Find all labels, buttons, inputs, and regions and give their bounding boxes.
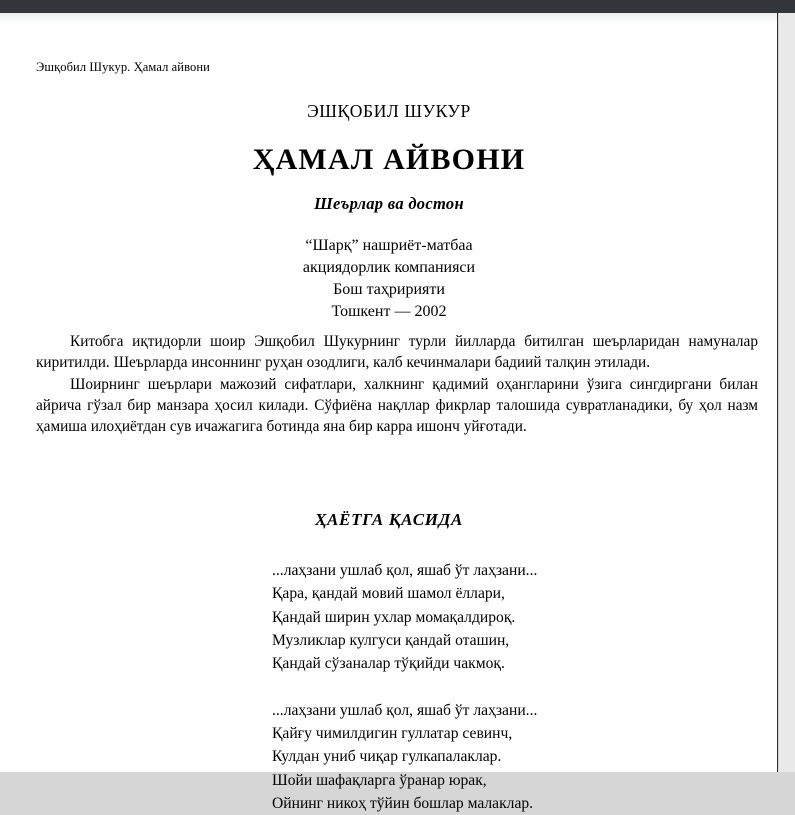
publisher-imprint-block <box>36 235 742 323</box>
poem-stanza <box>36 559 742 676</box>
author-name: ЭШҚОБИЛ ШУКУР <box>307 101 471 121</box>
annotation-paragraph-2: Шоирнинг шеърлари мажозий сифатлари, халкнинг қадимий оҳангларини ўзига сингдиргани билан айрича гўзал бир манзара ҳосил килади. Сўфиёна нақллар фикрлар талошида сувратланадики, бу ҳол назм ҳамиша илоҳиётдан сув ичажагига ботинда яна бир карра ишонч уйғотади. <box>36 375 758 435</box>
verse-line: Шойи шафақларга ўранар юрак, <box>272 771 487 789</box>
document-page <box>0 13 778 812</box>
poem-stanza <box>36 699 742 815</box>
annotation-text <box>36 331 758 437</box>
verse-line: Ойнинг никоҳ тўйин бошлар малаклар. <box>272 794 534 812</box>
imprint-line-city-year: Тошкент — 2002 <box>331 303 447 321</box>
imprint-line-company: акциядорлик компанияси <box>302 259 476 277</box>
verse-line: Қайғу чимилдигин гуллатар севинч, <box>272 724 513 742</box>
book-subtitle: Шеърлар ва достон <box>314 194 464 213</box>
verse-line: Қандай сўзаналар тўқийди чакмоқ. <box>272 655 505 673</box>
poem-section <box>36 510 742 815</box>
verse-line: Қандай ширин ухлар момақалдироқ. <box>272 608 516 626</box>
verse-line: Кулдан униб чиқар гулкапалаклар. <box>272 748 502 766</box>
verse-line: Музликлар кулгуси қандай оташин, <box>272 631 510 649</box>
imprint-line-publisher: “Шарқ” нашриёт-матбаа <box>305 237 473 254</box>
page-top-shading <box>0 13 777 23</box>
verse-line: ...лаҳзани ушлаб қол, яшаб ўт лаҳзани... <box>272 701 538 719</box>
imprint-line-editorial: Бош таҳририяти <box>333 281 445 299</box>
book-title: ҲАМАЛ АЙВОНИ <box>252 143 526 176</box>
page-right-gutter <box>779 13 795 772</box>
viewer-top-chrome-bar <box>0 0 795 13</box>
poem-title: ҲАЁТГА ҚАСИДА <box>314 510 464 529</box>
verse-line: Қара, қандай мовий шамол ёллари, <box>272 585 505 603</box>
verse-line: ...лаҳзани ушлаб қол, яшаб ўт лаҳзани... <box>272 562 538 579</box>
running-head: Эшқобил Шукур. Ҳамал айвони <box>36 60 210 74</box>
annotation-paragraph-1: Китобга иқтидорли шоир Эшқобил Шукурнинг турли йилларда битилган шеърларидан намуналар киритилди. Шеърларда инсоннинг руҳан озодлиги, калб кечинмалари бадиий талқин этилади. <box>36 333 758 372</box>
